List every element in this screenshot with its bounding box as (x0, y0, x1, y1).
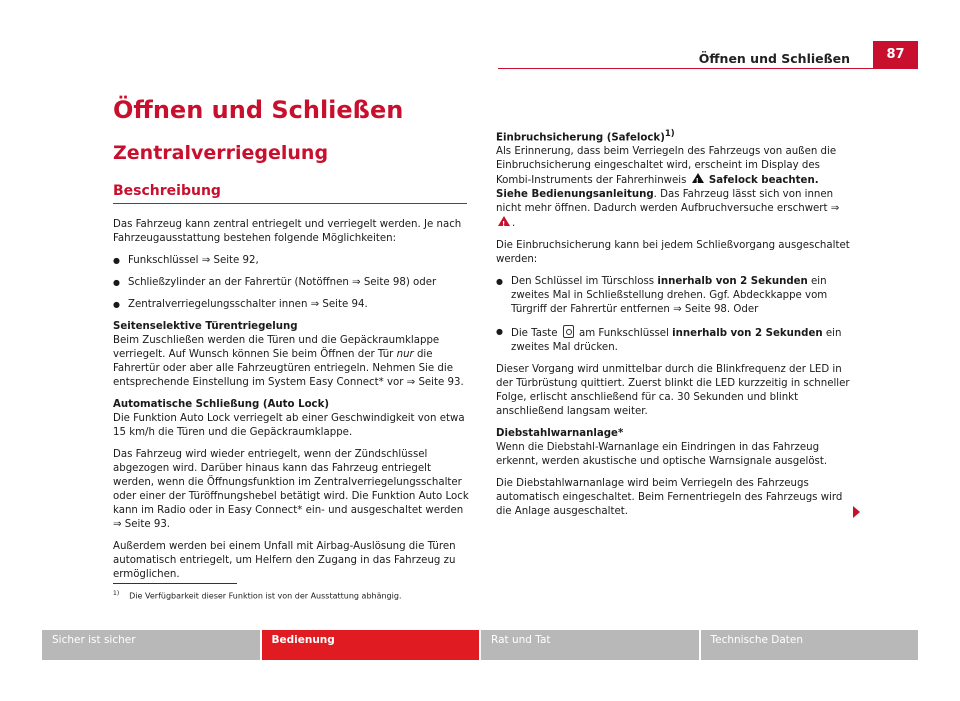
lock-key-icon (563, 325, 574, 338)
chapter-title: Öffnen und Schließen (113, 96, 404, 124)
footnote-rule (113, 583, 237, 584)
subheading-auto-lock: Automatische Schließung (Auto Lock) (113, 399, 330, 410)
nav-tab-technical-data[interactable]: Technische Daten (701, 630, 919, 660)
accident-unlock-paragraph: Außerdem werden bei einem Unfall mit Airbag-Auslösung die Türen automatisch entriegelt, um Helfern den Zugang in das Fahrzeug zu ermöglichen. (113, 541, 456, 580)
continue-arrow-icon (853, 506, 860, 518)
left-column (113, 218, 473, 590)
right-column (496, 127, 854, 527)
auto-lock-paragraph-2: Das Fahrzeug wird wieder entriegelt, wenn der Zündschlüssel abgezogen wird. Darüber hinaus kann das Fahrzeug entriegelt werden, wenn die Öffnungsfunktion im Zentralverriegelungsschalter oder einer der Türöffnungshebel betätigt wird. Die Funktion Auto Lock kann im Radio oder in Easy Connect* ein- und ausgeschaltet werden ⇒ Seite 93. (113, 449, 469, 530)
footnote: $^{1)}$ Die Verfügbarkeit dieser Funktion ist von der Ausstattung abhängig. (113, 590, 402, 601)
led-paragraph: Dieser Vorgang wird unmittelbar durch die Blinkfrequenz der LED in der Türbrüstung quittiert. Zuerst blinkt die LED kurzzeitig in schneller Folge, erlischt anschließend für ca. 30 Sekunden und blinkt anschließend langsam weiter. (496, 364, 850, 418)
nav-tab-safety[interactable]: Sicher ist sicher (42, 630, 260, 660)
section-title: Zentralverriegelung (113, 142, 329, 164)
page-number: 87 (873, 41, 918, 68)
warning-reference-icon (498, 216, 510, 226)
header-rule (498, 68, 918, 69)
running-header-title: Öffnen und Schließen (698, 51, 850, 66)
safelock-paragraph: Als Erinnerung, dass beim Verriegeln des Fahrzeugs von außen die Einbruchsicherung eingeschaltet wird, erscheint im Display des Kombi-Instruments der Fahrerhinweis ! Safelock beachten. Siehe Bedienungsanleitung. Das Fahrzeug lässt sich von innen nicht mehr öffnen. Dadurch werden Aufbruchversuche erschwert ⇒ !. (496, 145, 854, 231)
chapter-nav (42, 630, 918, 660)
subheading-alarm: Diebstahlwarnanlage* (496, 428, 624, 440)
subheading-door-unlock: Seitenselektive Türentriegelung (113, 321, 298, 332)
intro-paragraph: Das Fahrzeug kann zentral entriegelt und verriegelt werden. Je nach Fahrzeugausstattung bestehen folgende Möglichkeiten: (113, 219, 462, 244)
auto-lock-paragraph: Die Funktion Auto Lock verriegelt ab einer Geschwindigkeit von etwa 15 km/h die Türen und die Gepäckraumklappe. (113, 413, 465, 438)
nav-tab-advice[interactable]: Rat und Tat (481, 630, 699, 660)
warning-icon (692, 173, 704, 183)
list-item: ● Den Schlüssel im Türschloss innerhalb von 2 Sekunden ein zweites Mal in Schließstellung drehen. Ggf. Abdeckkappe vom Türgriff der Fahrertür entfernen ⇒ Seite 98. Oder (496, 275, 854, 317)
door-unlock-paragraph: Beim Zuschließen werden die Türen und die Gepäckraumklappe verriegelt. Auf Wunsch können Sie beim Öffnen der Tür nur die Fahrertür oder aber alle Fahrzeugtüren entriegeln. Nehmen Sie die entsprechende Einstellung im System Easy Connect* vor ⇒ Seite 93. (113, 335, 464, 388)
footnote-marker: 1) (664, 129, 675, 139)
list-item: ● Die Taste am Funkschlüssel innerhalb von 2 Sekunden ein zweites Mal drücken. (496, 325, 854, 355)
subsection-rule (113, 203, 467, 204)
nav-tab-operation[interactable]: Bedienung (262, 630, 480, 660)
list-item: ● Schließzylinder an der Fahrertür (Notöffnen ⇒ Seite 98) oder (113, 276, 473, 290)
subsection-title: Beschreibung (113, 183, 221, 199)
list-item: ● Zentralverriegelungsschalter innen ⇒ Seite 94. (113, 298, 473, 312)
alarm-paragraph: Wenn die Diebstahl-Warnanlage ein Eindringen in das Fahrzeug erkennt, werden akustische und optische Warnsignale ausgelöst. (496, 442, 828, 468)
subheading-safelock: Einbruchsicherung (Safelock)$^{1)}$ (496, 129, 675, 144)
safelock-off-paragraph: Die Einbruchsicherung kann bei jedem Schließvorgang ausgeschaltet werden: (496, 240, 850, 266)
list-item: ● Funkschlüssel ⇒ Seite 92, (113, 254, 473, 268)
alarm-paragraph-2: Die Diebstahlwarnanlage wird beim Verriegeln des Fahrzeugs automatisch eingeschaltet. Beim Fernentriegeln des Fahrzeugs wird die Anlage ausgeschaltet. (496, 478, 843, 518)
